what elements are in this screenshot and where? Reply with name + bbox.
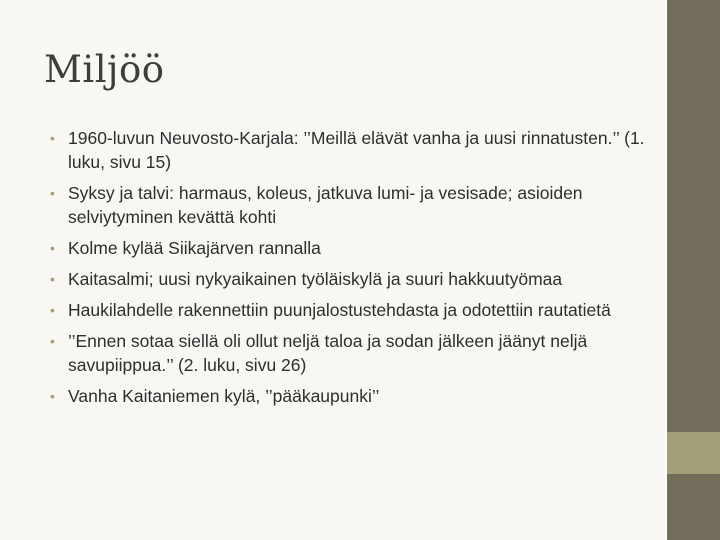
bullet-dot-icon: • xyxy=(50,185,55,201)
bullet-item xyxy=(50,181,650,229)
bullet-text: Kolme kylää Siikajärven rannalla xyxy=(68,238,321,258)
bullet-dot-icon: • xyxy=(50,240,55,256)
bullet-dot-icon: • xyxy=(50,271,55,287)
bullet-text: ’’Ennen sotaa siellä oli ollut neljä taloa ja sodan jälkeen jäänyt neljä savupiippua.’’ (2. luku, sivu 26) xyxy=(68,331,588,375)
bullet-item xyxy=(50,298,650,322)
bullet-list xyxy=(50,126,650,415)
bullet-item xyxy=(50,126,650,174)
bullet-item xyxy=(50,384,650,408)
bullet-item xyxy=(50,329,650,377)
bullet-dot-icon: • xyxy=(50,302,55,318)
bullet-dot-icon: • xyxy=(50,388,55,404)
accent-block xyxy=(667,432,720,474)
bullet-text: Syksy ja talvi: harmaus, koleus, jatkuva lumi- ja vesisade; asioiden selviytyminen kevättä kohti xyxy=(68,183,583,227)
bullet-item xyxy=(50,236,650,260)
slide-title: Miljöö xyxy=(44,48,165,91)
bullet-text: Kaitasalmi; uusi nykyaikainen työläiskylä ja suuri hakkuutyömaa xyxy=(68,269,563,289)
bullet-dot-icon: • xyxy=(50,130,55,146)
bullet-text: Vanha Kaitaniemen kylä, ’’pääkaupunki’’ xyxy=(68,386,380,406)
bullet-text: Haukilahdelle rakennettiin puunjalostustehdasta ja odotettiin rautatietä xyxy=(68,300,611,320)
bullet-text: 1960-luvun Neuvosto-Karjala: ’’Meillä elävät vanha ja uusi rinnatusten.’’ (1. luku, sivu 15) xyxy=(68,128,645,172)
bullet-item xyxy=(50,267,650,291)
bullet-dot-icon: • xyxy=(50,333,55,349)
